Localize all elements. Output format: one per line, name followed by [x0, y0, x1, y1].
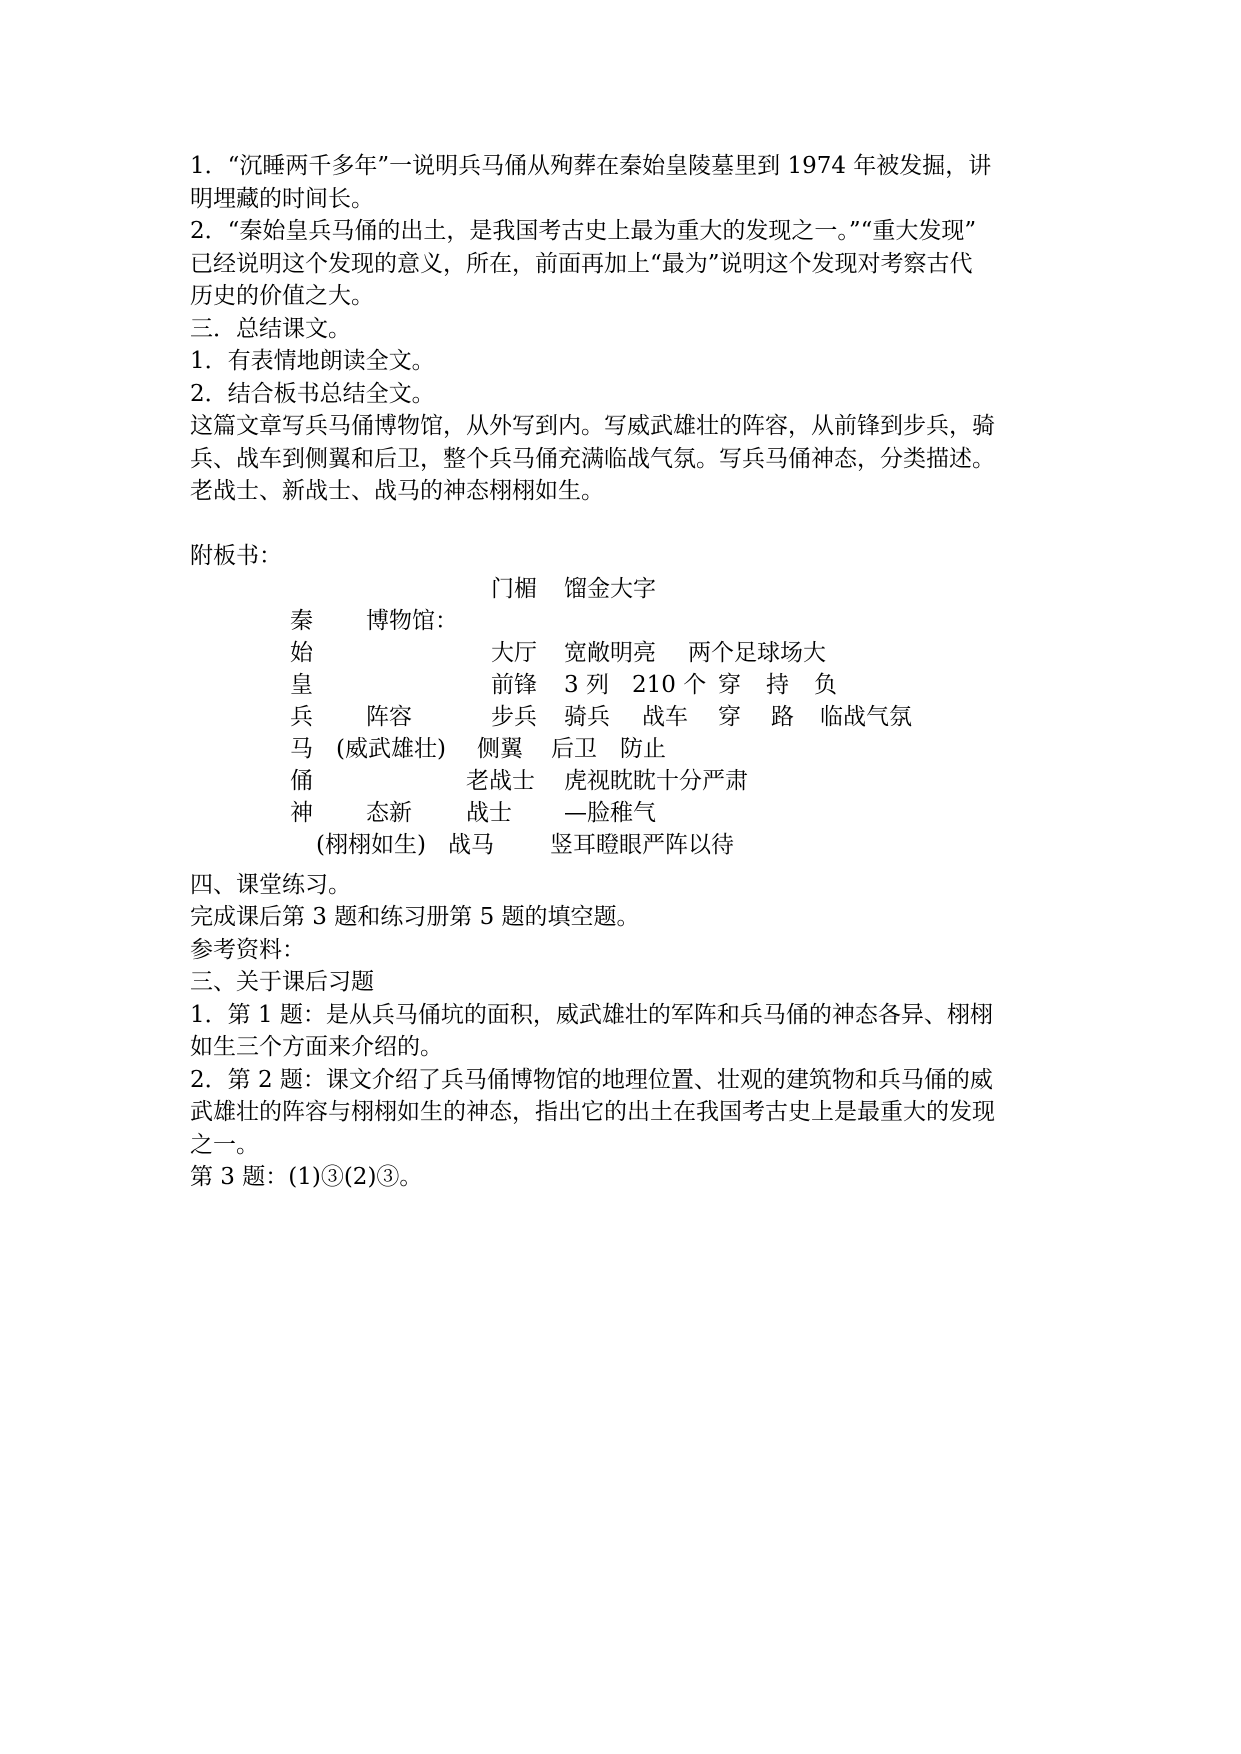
- board-cell: 门楣: [491, 575, 537, 602]
- board-cell: 神: [290, 799, 313, 826]
- board-cell: 宽敞明亮: [564, 639, 656, 666]
- board-cell: 骑兵: [564, 703, 610, 730]
- text-line: 1．“沉睡两千多年”一说明兵马俑从殉葬在秦始皇陵墓里到 1974 年被发掘，讲: [190, 153, 992, 179]
- text-line: 2．结合板书总结全文。: [190, 380, 435, 407]
- text-line: 历史的价值之大。: [190, 283, 374, 309]
- board-cell: 持: [766, 671, 789, 698]
- text-line: 完成课后第 3 题和练习册第 5 题的填空题。: [190, 904, 640, 930]
- board-cell: (威武雄壮): [336, 735, 446, 762]
- board-cell: 老战士: [466, 767, 535, 794]
- board-cell: 态新: [366, 799, 412, 826]
- board-cell: 战车: [642, 703, 688, 730]
- board-cell: 防止: [620, 735, 666, 762]
- board-cell: 临战气氛: [820, 703, 912, 730]
- text-line: 1．有表情地朗读全文。: [190, 348, 435, 374]
- board-cell: 穿: [718, 671, 741, 698]
- board-cell: 馏金大字: [564, 575, 656, 602]
- section-heading: 三．总结课文。: [190, 315, 351, 342]
- board-cell: 步兵: [491, 703, 537, 730]
- section-heading: 四、课堂练习。: [190, 871, 351, 898]
- board-cell: 大厅: [491, 639, 537, 666]
- board-cell: 俑: [290, 767, 313, 794]
- board-cell: 秦: [290, 607, 313, 634]
- board-cell: 始: [290, 639, 313, 666]
- board-cell: 穿: [718, 703, 741, 730]
- section-heading: 三、关于课后习题: [190, 969, 374, 995]
- text-line: 第 3 题：(1)③(2)③。: [190, 1164, 423, 1190]
- blank-line: [190, 508, 1060, 541]
- board-cell: 侧翼: [477, 735, 523, 762]
- text-line: 如生三个方面来介绍的。: [190, 1034, 443, 1060]
- board-cell: (栩栩如生): [316, 831, 426, 858]
- board-cell: 负: [814, 671, 837, 698]
- text-line: 之一。: [190, 1131, 259, 1158]
- text-line: 参考资料：: [190, 936, 305, 963]
- board-cell: —脸稚气: [564, 799, 656, 826]
- document-page: [190, 150, 1060, 1194]
- board-heading: 附板书：: [190, 543, 282, 569]
- board-cell: 战马: [448, 831, 494, 858]
- board-cell: 3 列: [564, 671, 609, 698]
- board-cell: 阵容: [366, 703, 412, 730]
- text-line: 兵、战车到侧翼和后卫，整个兵马俑充满临战气氛。写兵马俑神态，分类描述。: [190, 445, 995, 472]
- text-line: 2．“秦始皇兵马俑的出土，是我国考古史上最为重大的发现之一。”“重大发现”: [190, 218, 977, 244]
- board-cell: 虎视眈眈十分严肃: [564, 767, 748, 794]
- text-line: 2．第 2 题：课文介绍了兵马俑博物馆的地理位置、壮观的建筑物和兵马俑的威: [190, 1066, 993, 1093]
- board-cell: 两个足球场大: [688, 639, 826, 666]
- board-cell: 博物馆：: [366, 607, 458, 634]
- text-line: 这篇文章写兵马俑博物馆，从外写到内。写威武雄壮的阵容，从前锋到步兵，骑: [190, 413, 995, 439]
- board-cell: 兵: [290, 703, 313, 730]
- board-cell: 210 个: [632, 671, 707, 698]
- board-cell: 后卫: [551, 735, 597, 762]
- board-cell: 路: [771, 703, 794, 730]
- board-cell: 战士: [466, 799, 512, 826]
- board-cell: 前锋: [491, 671, 537, 698]
- text-line: 已经说明这个发现的意义，所在，前面再加上“最为”说明这个发现对考察古代: [190, 250, 973, 277]
- text-line: 明埋藏的时间长。: [190, 185, 374, 212]
- board-cell: 马: [290, 735, 313, 762]
- board-cell: 皇: [290, 671, 313, 698]
- blackboard-outline: [190, 573, 1060, 869]
- board-cell: 竖耳瞪眼严阵以待: [550, 831, 734, 858]
- text-line: 1．第 1 题：是从兵马俑坑的面积，威武雄壮的军阵和兵马俑的神态各异、栩栩: [190, 1001, 993, 1028]
- text-line: 武雄壮的阵容与栩栩如生的神态，指出它的出土在我国考古史上是最重大的发现: [190, 1099, 995, 1125]
- text-line: 老战士、新战士、战马的神态栩栩如生。: [190, 478, 604, 504]
